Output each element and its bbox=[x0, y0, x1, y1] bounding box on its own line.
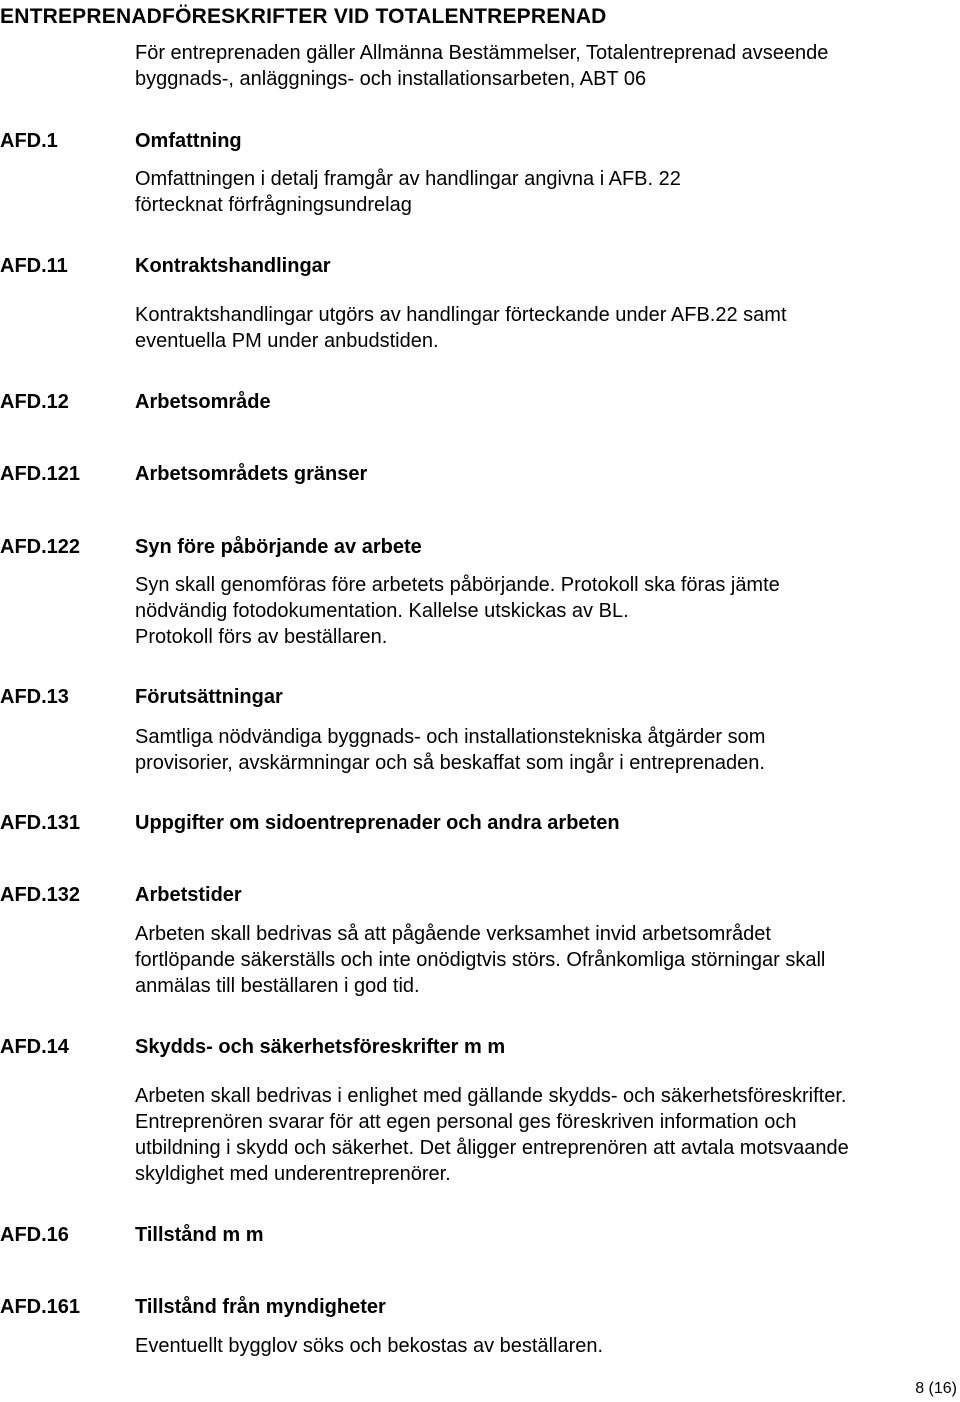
section-heading: Arbetstider bbox=[135, 884, 242, 906]
section-text: Arbeten skall bedrivas i enlighet med gällande skydds- och säkerhetsföreskrifter. Entreprenören svarar för att egen personal ges föreskriven information och utbildning i skydd och säkerhet. Det åligger entreprenören att avtala motsvaande skyldighet med underentreprenörer. bbox=[135, 1085, 849, 1185]
section-heading: Arbetsområdets gränser bbox=[135, 463, 368, 485]
section-code: AFD.131 bbox=[0, 812, 81, 834]
section-code: AFD.161 bbox=[0, 1296, 81, 1318]
intro-paragraph: För entreprenaden gäller Allmänna Bestämmelser, Totalentreprenad avseende byggnads-, anläggnings- och installationsarbeten, ABT 06 bbox=[135, 42, 829, 90]
section-code: AFD.13 bbox=[0, 686, 69, 708]
section-heading: Skydds- och säkerhetsföreskrifter m m bbox=[135, 1036, 506, 1058]
section-code: AFD.122 bbox=[0, 536, 81, 558]
document-title: ENTREPRENADFÖRESKRIFTER VID TOTALENTREPRENAD bbox=[0, 5, 607, 28]
section-code: AFD.16 bbox=[0, 1224, 69, 1246]
section-text: Eventuellt bygglov söks och bekostas av beställaren. bbox=[135, 1335, 604, 1357]
section-heading: Uppgifter om sidoentreprenader och andra arbeten bbox=[135, 812, 620, 834]
section-code: AFD.12 bbox=[0, 391, 69, 413]
section-code: AFD.11 bbox=[0, 255, 68, 277]
section-code: AFD.14 bbox=[0, 1036, 69, 1058]
section-text: Arbeten skall bedrivas så att pågående verksamhet invid arbetsområdet fortlöpande säkerställs och inte onödigtvis störs. Ofrånkomliga störningar skall anmälas till beställaren i god tid. bbox=[135, 923, 826, 997]
section-text: Omfattningen i detalj framgår av handlingar angivna i AFB. 22 förtecknat förfrågningsundrelag bbox=[135, 168, 681, 216]
section-code: AFD.1 bbox=[0, 130, 58, 152]
section-heading: Omfattning bbox=[135, 130, 242, 152]
section-heading: Tillstånd från myndigheter bbox=[135, 1296, 386, 1318]
section-code: AFD.132 bbox=[0, 884, 81, 906]
section-code: AFD.121 bbox=[0, 463, 81, 485]
section-text: Syn skall genomföras före arbetets påbörjande. Protokoll ska föras jämte nödvändig fotodokumentation. Kallelse utskickas av BL. Protokoll förs av beställaren. bbox=[135, 574, 780, 648]
page-number: 8 (16) bbox=[915, 1380, 957, 1397]
section-heading: Kontraktshandlingar bbox=[135, 255, 331, 277]
section-text: Samtliga nödvändiga byggnads- och installationstekniska åtgärder som provisorier, avskärmningar och så beskaffat som ingår i entreprenaden. bbox=[135, 726, 766, 774]
section-heading: Förutsättningar bbox=[135, 686, 283, 708]
section-heading: Syn före påbörjande av arbete bbox=[135, 536, 422, 558]
section-heading: Tillstånd m m bbox=[135, 1224, 264, 1246]
section-heading: Arbetsområde bbox=[135, 391, 271, 413]
section-text: Kontraktshandlingar utgörs av handlingar förteckande under AFB.22 samt eventuella PM under anbudstiden. bbox=[135, 304, 787, 352]
